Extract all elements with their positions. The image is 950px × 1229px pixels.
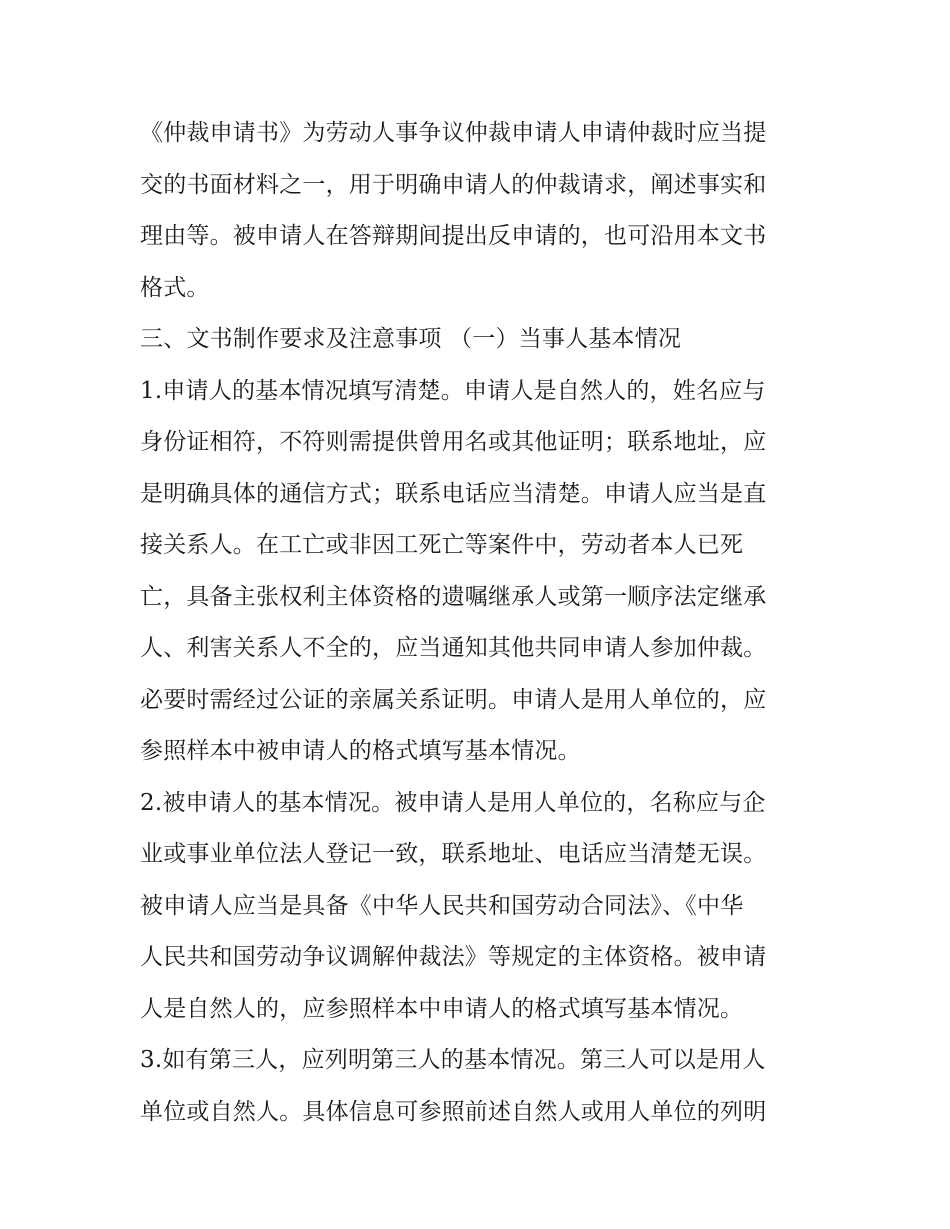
text-line: 格式。	[140, 274, 210, 301]
text-line: 是明确具体的通信方式；联系电话应当清楚。申请人应当是直	[140, 480, 767, 507]
text-line: 身份证相符，不符则需提供曾用名或其他证明；联系地址，应	[140, 429, 767, 455]
text-line: 人、利害关系人不全的，应当通知其他共同申请人参加仲裁。	[140, 635, 767, 661]
text-line: 人民共和国劳动争议调解仲裁法》等规定的主体资格。被申请	[140, 944, 767, 970]
text-line: 理由等。被申请人在答辩期间提出反申请的，也可沿用本文书	[140, 223, 767, 249]
text-line: 接关系人。在工亡或非因工死亡等案件中，劳动者本人已死	[140, 532, 744, 558]
text-line: 2.被申请人的基本情况。被申请人是用人单位的，名称应与企	[140, 789, 766, 816]
text-line: 必要时需经过公证的亲属关系证明。申请人是用人单位的，应	[140, 686, 767, 713]
text-line: 业或事业单位法人登记一致，联系地址、电话应当清楚无误。	[140, 841, 767, 867]
text-line: 3.如有第三人，应列明第三人的基本情况。第三人可以是用人	[140, 1047, 766, 1073]
document-body	[140, 108, 816, 1138]
section-heading: 三、文书制作要求及注意事项 （一）当事人基本情况	[140, 326, 682, 352]
text-line: 参照样本中被申请人的格式填写基本情况。	[140, 738, 581, 764]
text-line: 单位或自然人。具体信息可参照前述自然人或用人单位的列明	[140, 1098, 767, 1125]
text-line: 人是自然人的，应参照样本中申请人的格式填写基本情况。	[140, 995, 744, 1022]
text-line: 1.申请人的基本情况填写清楚。申请人是自然人的，姓名应与	[140, 377, 766, 404]
text-line: 亡，具备主张权利主体资格的遗嘱继承人或第一顺序法定继承	[140, 583, 767, 610]
text-line: 被申请人应当是具备《中华人民共和国劳动合同法》、《中华	[140, 892, 744, 919]
text-line: 《仲裁申请书》为劳动人事争议仲裁申请人申请仲裁时应当提	[140, 120, 767, 146]
text-line: 交的书面材料之一，用于明确申请人的仲裁请求，阐述事实和	[140, 171, 767, 198]
